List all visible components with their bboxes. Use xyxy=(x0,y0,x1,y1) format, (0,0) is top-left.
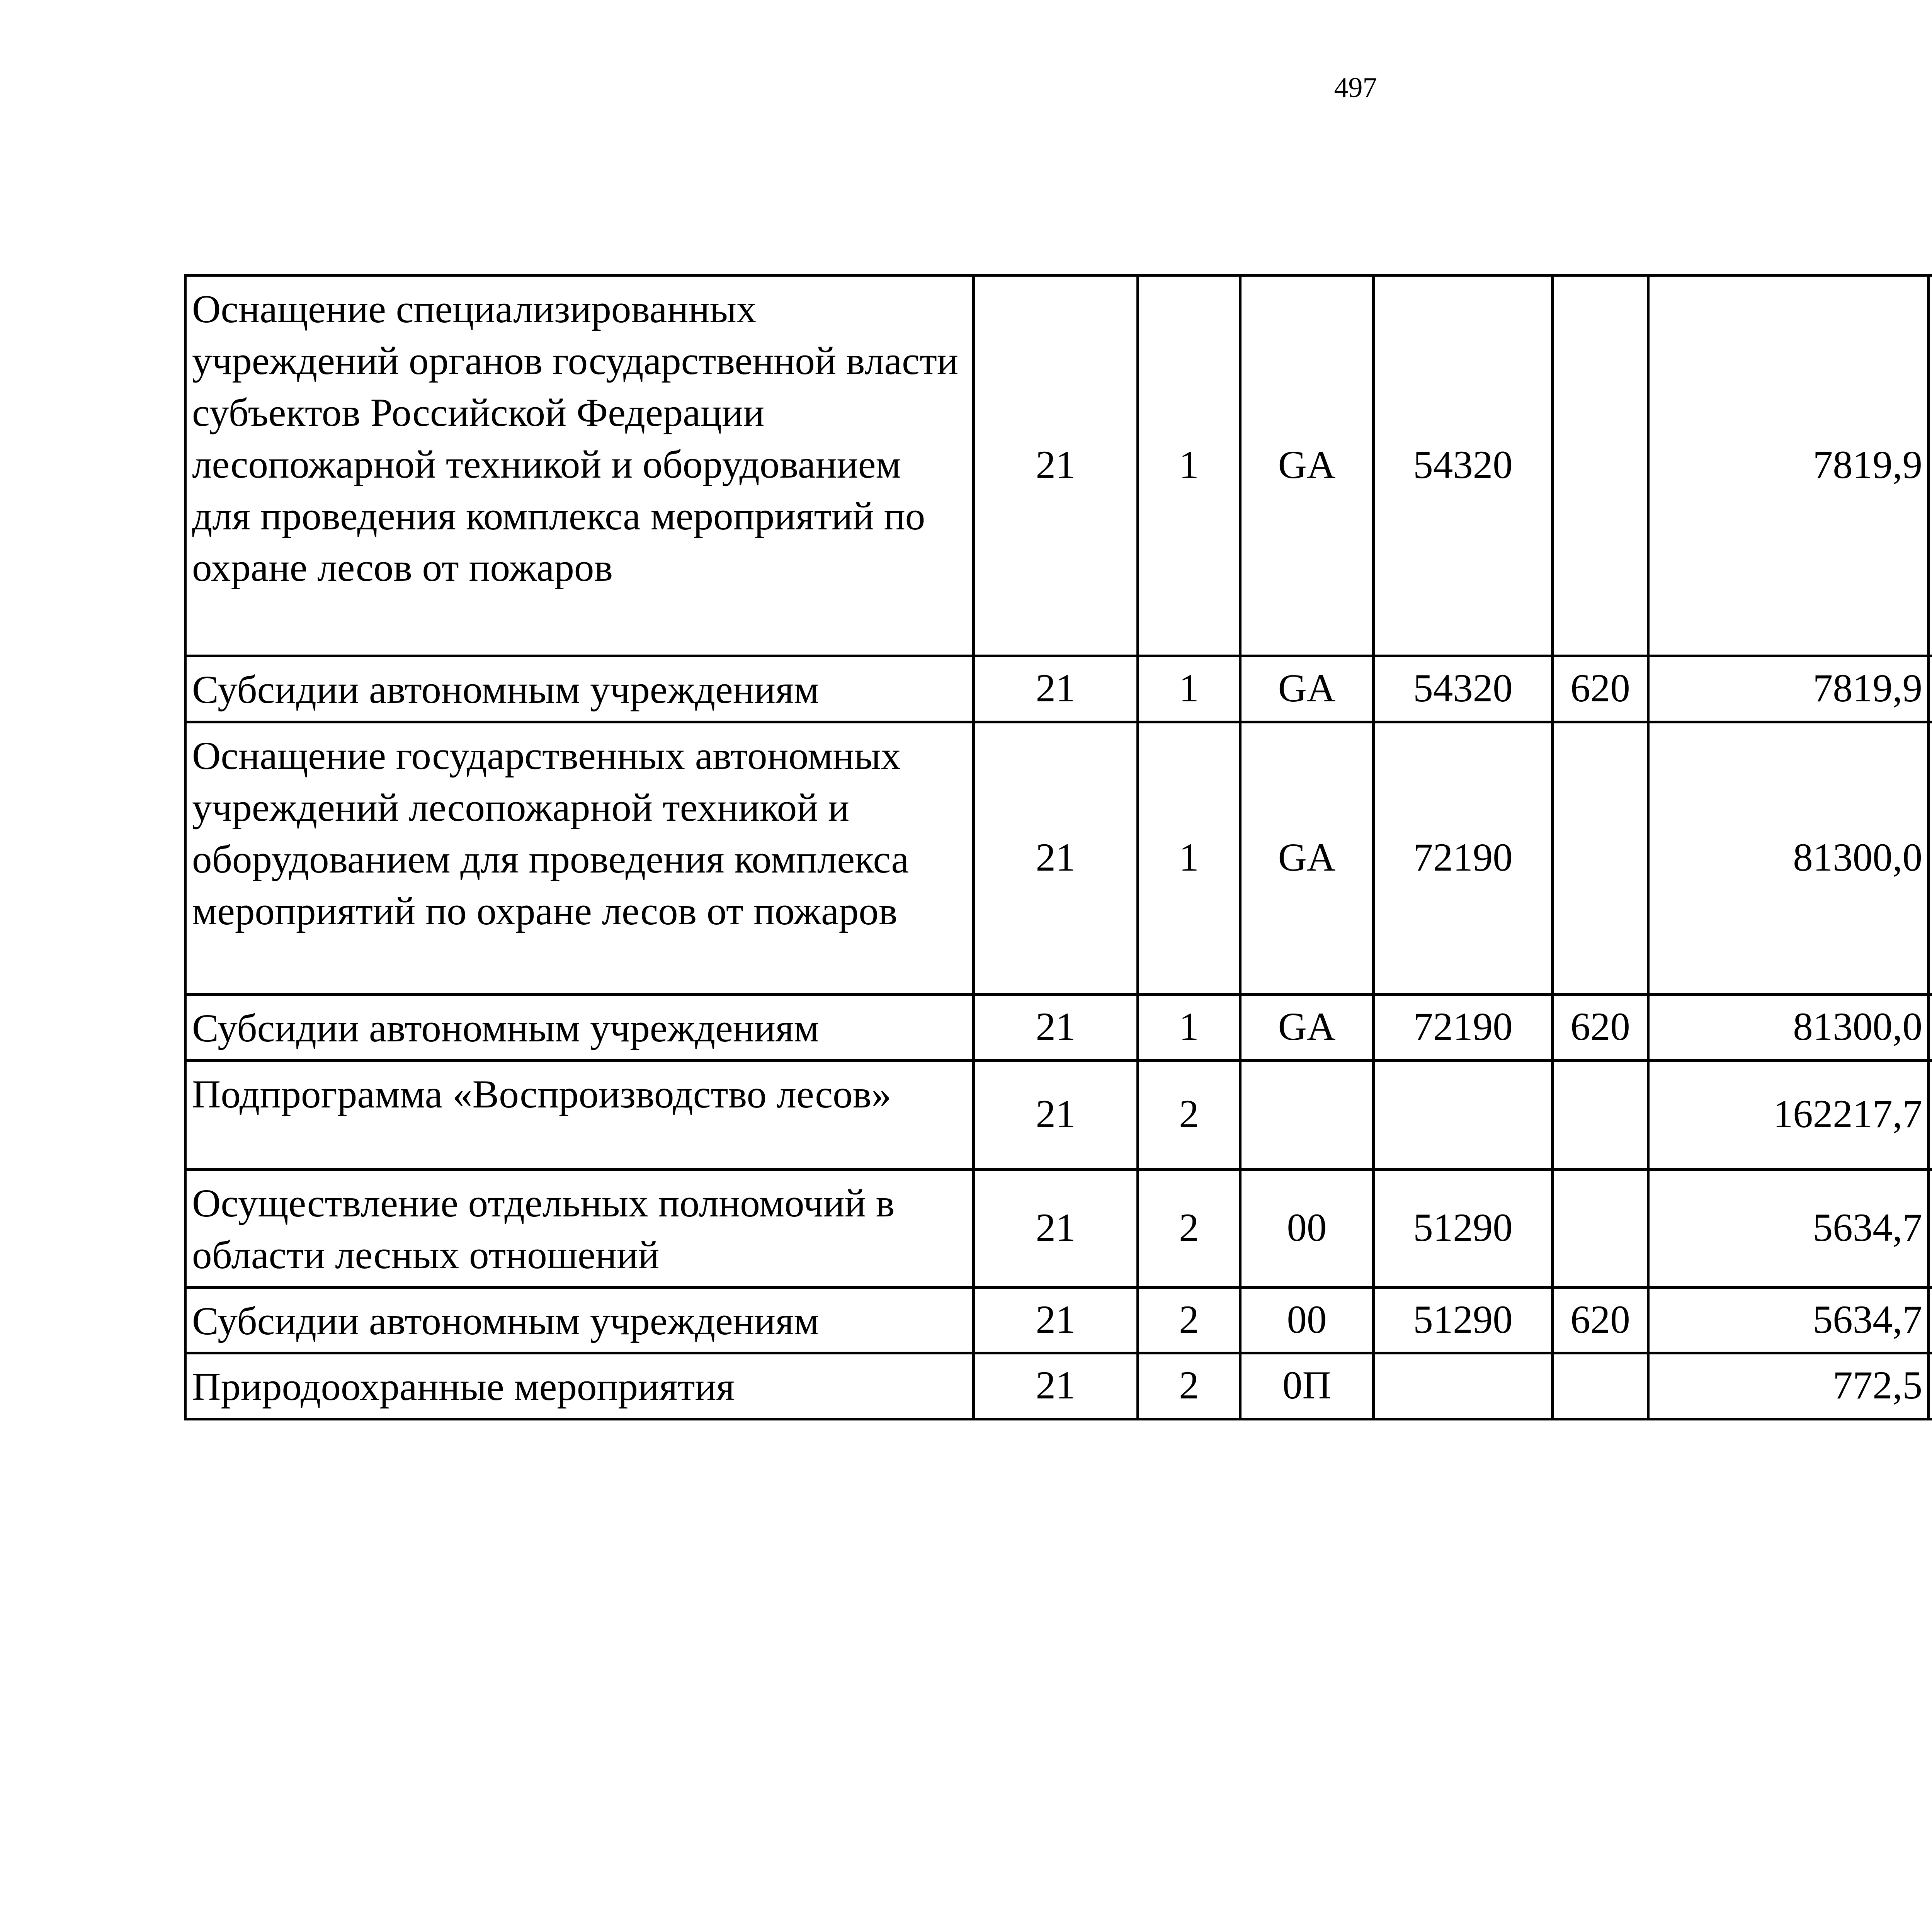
expense-type-code xyxy=(1553,1169,1648,1287)
gp-code: 21 xyxy=(974,1287,1138,1353)
amount-year-2 xyxy=(1929,994,1932,1060)
gp-code: 21 xyxy=(974,656,1138,722)
gp-code: 21 xyxy=(974,1353,1138,1419)
row-name: Субсидии автономным учреждениям xyxy=(185,1287,974,1353)
direction-code: 51290 xyxy=(1374,1169,1553,1287)
om-code: GA xyxy=(1240,722,1374,994)
table-row xyxy=(185,994,1932,1060)
amount-year-1: 772,5 xyxy=(1648,1353,1929,1419)
gp-code: 21 xyxy=(974,1060,1138,1169)
gp-code: 21 xyxy=(974,276,1138,656)
pp-code: 1 xyxy=(1138,722,1240,994)
expense-type-code: 620 xyxy=(1553,994,1648,1060)
expense-type-code xyxy=(1553,1353,1648,1419)
expense-type-code xyxy=(1553,722,1648,994)
direction-code: 72190 xyxy=(1374,722,1553,994)
gp-code: 21 xyxy=(974,722,1138,994)
row-name: Осуществление отдельных полномочий в области лесных отношений xyxy=(185,1169,974,1287)
row-name: Оснащение государственных автономных учреждений лесопожарной техникой и оборудованием для проведения комплекса мероприятий по охране лесов от пожаров xyxy=(185,722,974,994)
pp-code: 2 xyxy=(1138,1169,1240,1287)
amount-year-1: 7819,9 xyxy=(1648,276,1929,656)
expense-type-code: 620 xyxy=(1553,656,1648,722)
amount-year-2 xyxy=(1929,1287,1932,1353)
om-code: GA xyxy=(1240,276,1374,656)
budget-table xyxy=(184,274,1932,1420)
om-code xyxy=(1240,1060,1374,1169)
row-name: Оснащение специализированных учреждений органов государственной власти субъектов Российской Федерации лесопожарной техникой и оборудованием для проведения комплекса мероприятий по охране лесов от пожаров xyxy=(185,276,974,656)
om-code: GA xyxy=(1240,656,1374,722)
row-name: Подпрограмма «Воспроизводство лесов» xyxy=(185,1060,974,1169)
row-name: Природоохранные мероприятия xyxy=(185,1353,974,1419)
amount-year-2 xyxy=(1929,1169,1932,1287)
gp-code: 21 xyxy=(974,1169,1138,1287)
row-name: Субсидии автономным учреждениям xyxy=(185,994,974,1060)
amount-year-2 xyxy=(1929,276,1932,656)
pp-code: 1 xyxy=(1138,656,1240,722)
amount-year-1: 162217,7 xyxy=(1648,1060,1929,1169)
row-name: Субсидии автономным учреждениям xyxy=(185,656,974,722)
table-row xyxy=(185,722,1932,994)
table-row xyxy=(185,1169,1932,1287)
expense-type-code: 620 xyxy=(1553,1287,1648,1353)
om-code: 0П xyxy=(1240,1353,1374,1419)
pp-code: 1 xyxy=(1138,994,1240,1060)
expense-type-code xyxy=(1553,1060,1648,1169)
om-code: GA xyxy=(1240,994,1374,1060)
pp-code: 2 xyxy=(1138,1353,1240,1419)
amount-year-2 xyxy=(1929,656,1932,722)
amount-year-2 xyxy=(1929,722,1932,994)
amount-year-1: 5634,7 xyxy=(1648,1169,1929,1287)
table-row xyxy=(185,1353,1932,1419)
pp-code: 2 xyxy=(1138,1060,1240,1169)
direction-code xyxy=(1374,1060,1553,1169)
amount-year-1: 81300,0 xyxy=(1648,722,1929,994)
gp-code: 21 xyxy=(974,994,1138,1060)
om-code: 00 xyxy=(1240,1169,1374,1287)
amount-year-1: 7819,9 xyxy=(1648,656,1929,722)
pp-code: 2 xyxy=(1138,1287,1240,1353)
table-row xyxy=(185,1287,1932,1353)
amount-year-1: 5634,7 xyxy=(1648,1287,1929,1353)
amount-year-2 xyxy=(1929,1353,1932,1419)
page-number: 497 xyxy=(1334,72,1377,104)
table-row xyxy=(185,656,1932,722)
table-row xyxy=(185,276,1932,656)
direction-code xyxy=(1374,1353,1553,1419)
direction-code: 54320 xyxy=(1374,276,1553,656)
direction-code: 51290 xyxy=(1374,1287,1553,1353)
expense-type-code xyxy=(1553,276,1648,656)
table-row xyxy=(185,1060,1932,1169)
direction-code: 72190 xyxy=(1374,994,1553,1060)
direction-code: 54320 xyxy=(1374,656,1553,722)
pp-code: 1 xyxy=(1138,276,1240,656)
amount-year-1: 81300,0 xyxy=(1648,994,1929,1060)
om-code: 00 xyxy=(1240,1287,1374,1353)
amount-year-2 xyxy=(1929,1060,1932,1169)
